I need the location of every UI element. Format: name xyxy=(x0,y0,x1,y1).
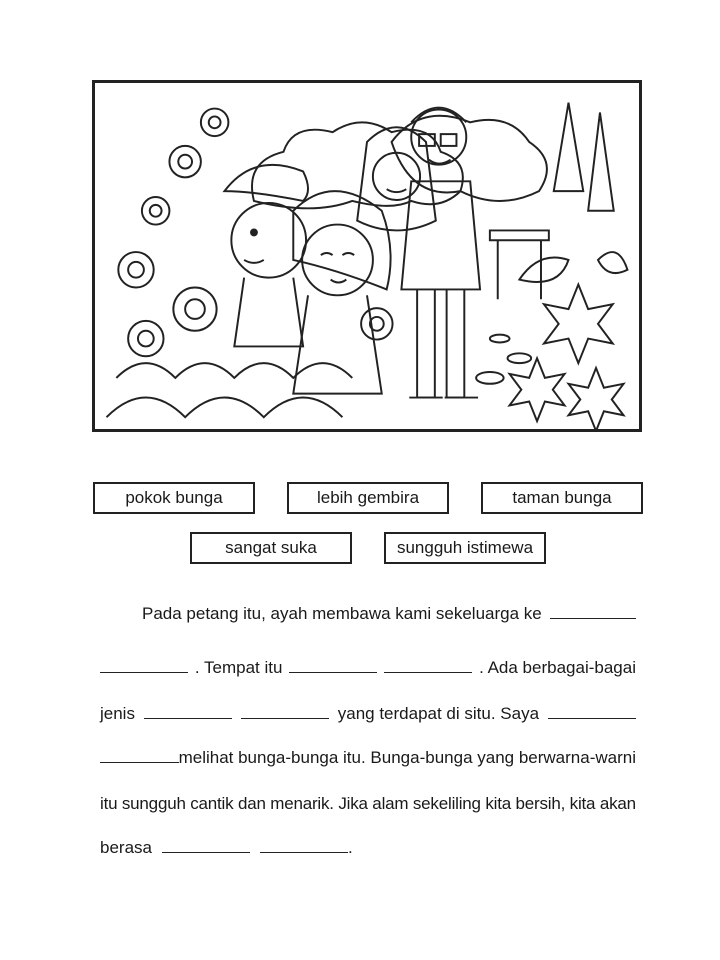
word-option-lebih-gembira xyxy=(287,482,449,514)
passage-line-1 xyxy=(100,604,636,628)
passage-text: . Tempat itu xyxy=(194,658,283,677)
word-option-label: sungguh istimewa xyxy=(396,538,534,557)
word-option-sangat-suka xyxy=(190,532,352,564)
word-option-label: sangat suka xyxy=(225,538,317,557)
passage-text: berasa xyxy=(100,838,152,857)
passage-text: Pada petang itu, ayah membawa kami sekeluarga ke xyxy=(142,604,542,623)
family-in-garden-icon xyxy=(95,83,639,429)
family-garden-illustration xyxy=(92,80,642,432)
answer-blank xyxy=(289,658,377,673)
word-option-label: pokok bunga xyxy=(125,488,223,507)
answer-blank xyxy=(550,604,636,619)
passage-text: . xyxy=(347,838,353,857)
word-option-sungguh-istimewa xyxy=(384,532,546,564)
answer-blank xyxy=(100,658,188,673)
word-option-label: taman bunga xyxy=(512,488,612,507)
passage-text: yang terdapat di situ. Saya xyxy=(337,704,540,723)
passage-line-5 xyxy=(100,794,636,818)
answer-blank xyxy=(384,658,472,673)
answer-blank xyxy=(162,838,250,853)
passage-text: itu sungguh cantik dan menarik. Jika alam sekeliling kita bersih, kita akan xyxy=(100,794,636,813)
passage-text: . Ada berbagai-bagai xyxy=(479,658,636,677)
answer-blank xyxy=(260,838,348,853)
passage-line-3 xyxy=(100,704,636,728)
passage-line-4 xyxy=(100,748,636,772)
answer-blank xyxy=(100,748,179,763)
word-option-taman-bunga xyxy=(481,482,643,514)
answer-blank xyxy=(241,704,329,719)
answer-blank xyxy=(548,704,636,719)
word-option-pokok-bunga xyxy=(93,482,255,514)
word-option-label: lebih gembira xyxy=(316,488,420,507)
passage-text: melihat bunga-bunga itu. Bunga-bunga yang berwarna-warni xyxy=(178,748,636,767)
passage-line-6 xyxy=(100,838,636,862)
passage-line-2 xyxy=(100,658,636,682)
passage-text: jenis xyxy=(100,704,135,723)
answer-blank xyxy=(144,704,232,719)
